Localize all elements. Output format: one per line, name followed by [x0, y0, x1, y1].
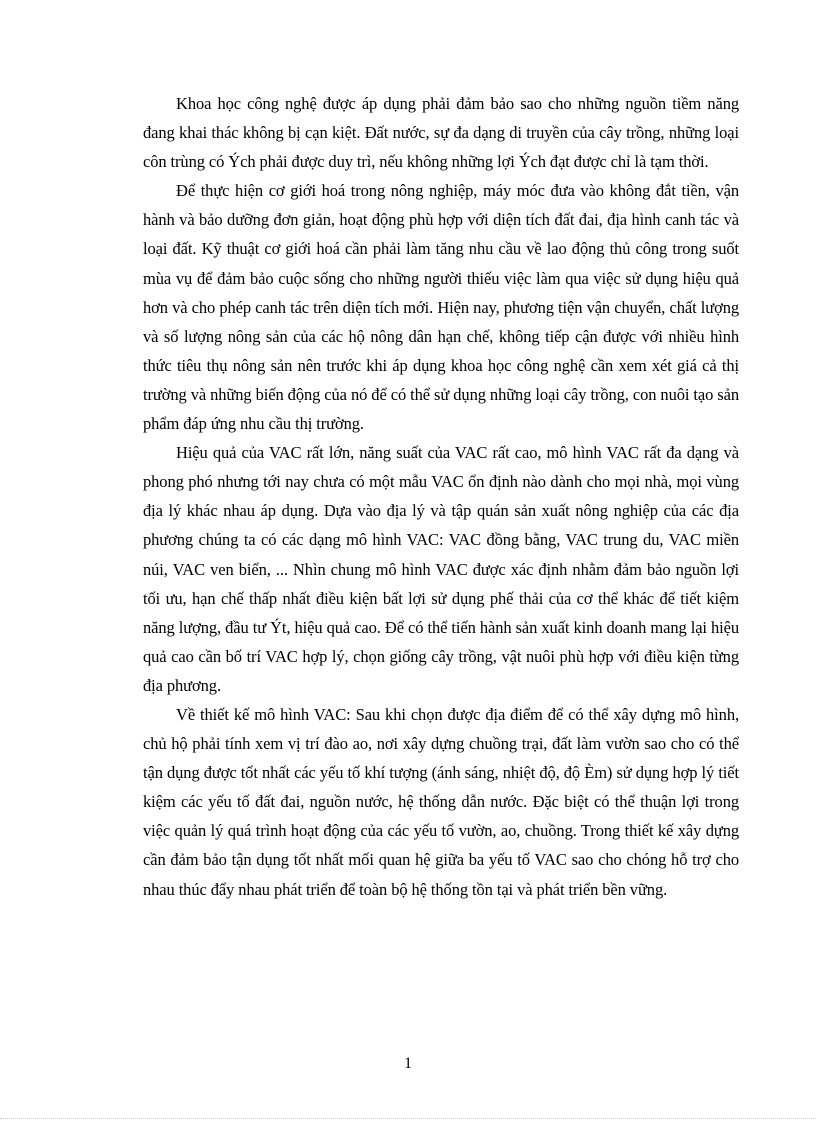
page-bottom-edge	[0, 1118, 816, 1119]
paragraph-technology: Khoa học công nghệ được áp dụng phải đảm bảo sao cho những nguồn tiềm năng đang khai thác không bị cạn kiệt. Đất nước, sự đa dạng di truyền của cây trồng, những loại côn trùng có Ých phải được duy trì, nếu không những lợi Ých đạt được chỉ là tạm thời.	[143, 94, 739, 172]
document-body	[143, 89, 739, 904]
paragraph-mechanization: Để thực hiện cơ giới hoá trong nông nghiệp, máy móc đưa vào không đắt tiền, vận hành và bảo dưỡng đơn giản, hoạt động phù hợp với diện tích đất đai, địa hình canh tác và loại đất. Kỹ thuật cơ giới hoá cần phải làm tăng nhu cầu về lao động thủ công trong suốt mùa vụ để đảm bảo cuộc sống cho những người thiếu việc làm qua việc sử dụng hiệu quả hơn và cho phép canh tác trên diện tích mới. Hiện nay, phương tiện vận chuyển, chất lượng và số lượng nông sản của các hộ nông dân hạn chế, không tiếp cận được với nhiều hình thức tiêu thụ nông sản nên trước khi áp dụng khoa học công nghệ cần xem xét giá cả thị trường và những biến động của nó để có thể sử dụng những loại cây trồng, con nuôi tạo sản phẩm đáp ứng nhu cầu thị trường.	[143, 181, 739, 434]
paragraph-vac-efficiency: Hiệu quả của VAC rất lớn, năng suất của VAC rất cao, mô hình VAC rất đa dạng và phong phó nhưng tới nay chưa có một mẫu VAC ổn định nào dành cho mọi nhà, mọi vùng địa lý khác nhau áp dụng. Dựa vào địa lý và tập quán sản xuất nông nghiệp của các địa phương chúng ta có các dạng mô hình VAC: VAC đồng bằng, VAC trung du, VAC miền núi, VAC ven biển, ... Nhìn chung mô hình VAC được xác định nhằm đảm bảo nguồn lợi tối ưu, hạn chế thấp nhất điều kiện bất lợi sử dụng phế thải của cơ thể khác để tiết kiệm năng lượng, đầu tư Ýt, hiệu quả cao. Để có thể tiến hành sản xuất kinh doanh mang lại hiệu quả cao cần bố trí VAC hợp lý, chọn giống cây trồng, vật nuôi phù hợp với điều kiện từng địa phương.	[143, 443, 739, 695]
paragraph-vac-design: Về thiết kế mô hình VAC: Sau khi chọn được địa điểm để có thể xây dựng mô hình, chủ hộ phải tính xem vị trí đào ao, nơi xây dựng chuồng trại, đất làm vườn sao cho có thể tận dụng được tốt nhất các yếu tố khí tượng (ánh sáng, nhiệt độ, độ Èm) sử dụng hợp lý tiết kiệm các yếu tố đất đai, nguồn nước, hệ thống dẫn nước. Đặc biệt có thể thuận lợi trong việc quản lý quá trình hoạt động của các yếu tố vườn, ao, chuồng. Trong thiết kế xây dựng cần đảm bảo tận dụng tốt nhất mối quan hệ giữa ba yếu tố VAC sao cho chóng hỗ trợ cho nhau thúc đẩy nhau phát triển để toàn bộ hệ thống tồn tại và phát triển bền vững.	[143, 704, 739, 899]
page-number: 1	[404, 1055, 412, 1072]
